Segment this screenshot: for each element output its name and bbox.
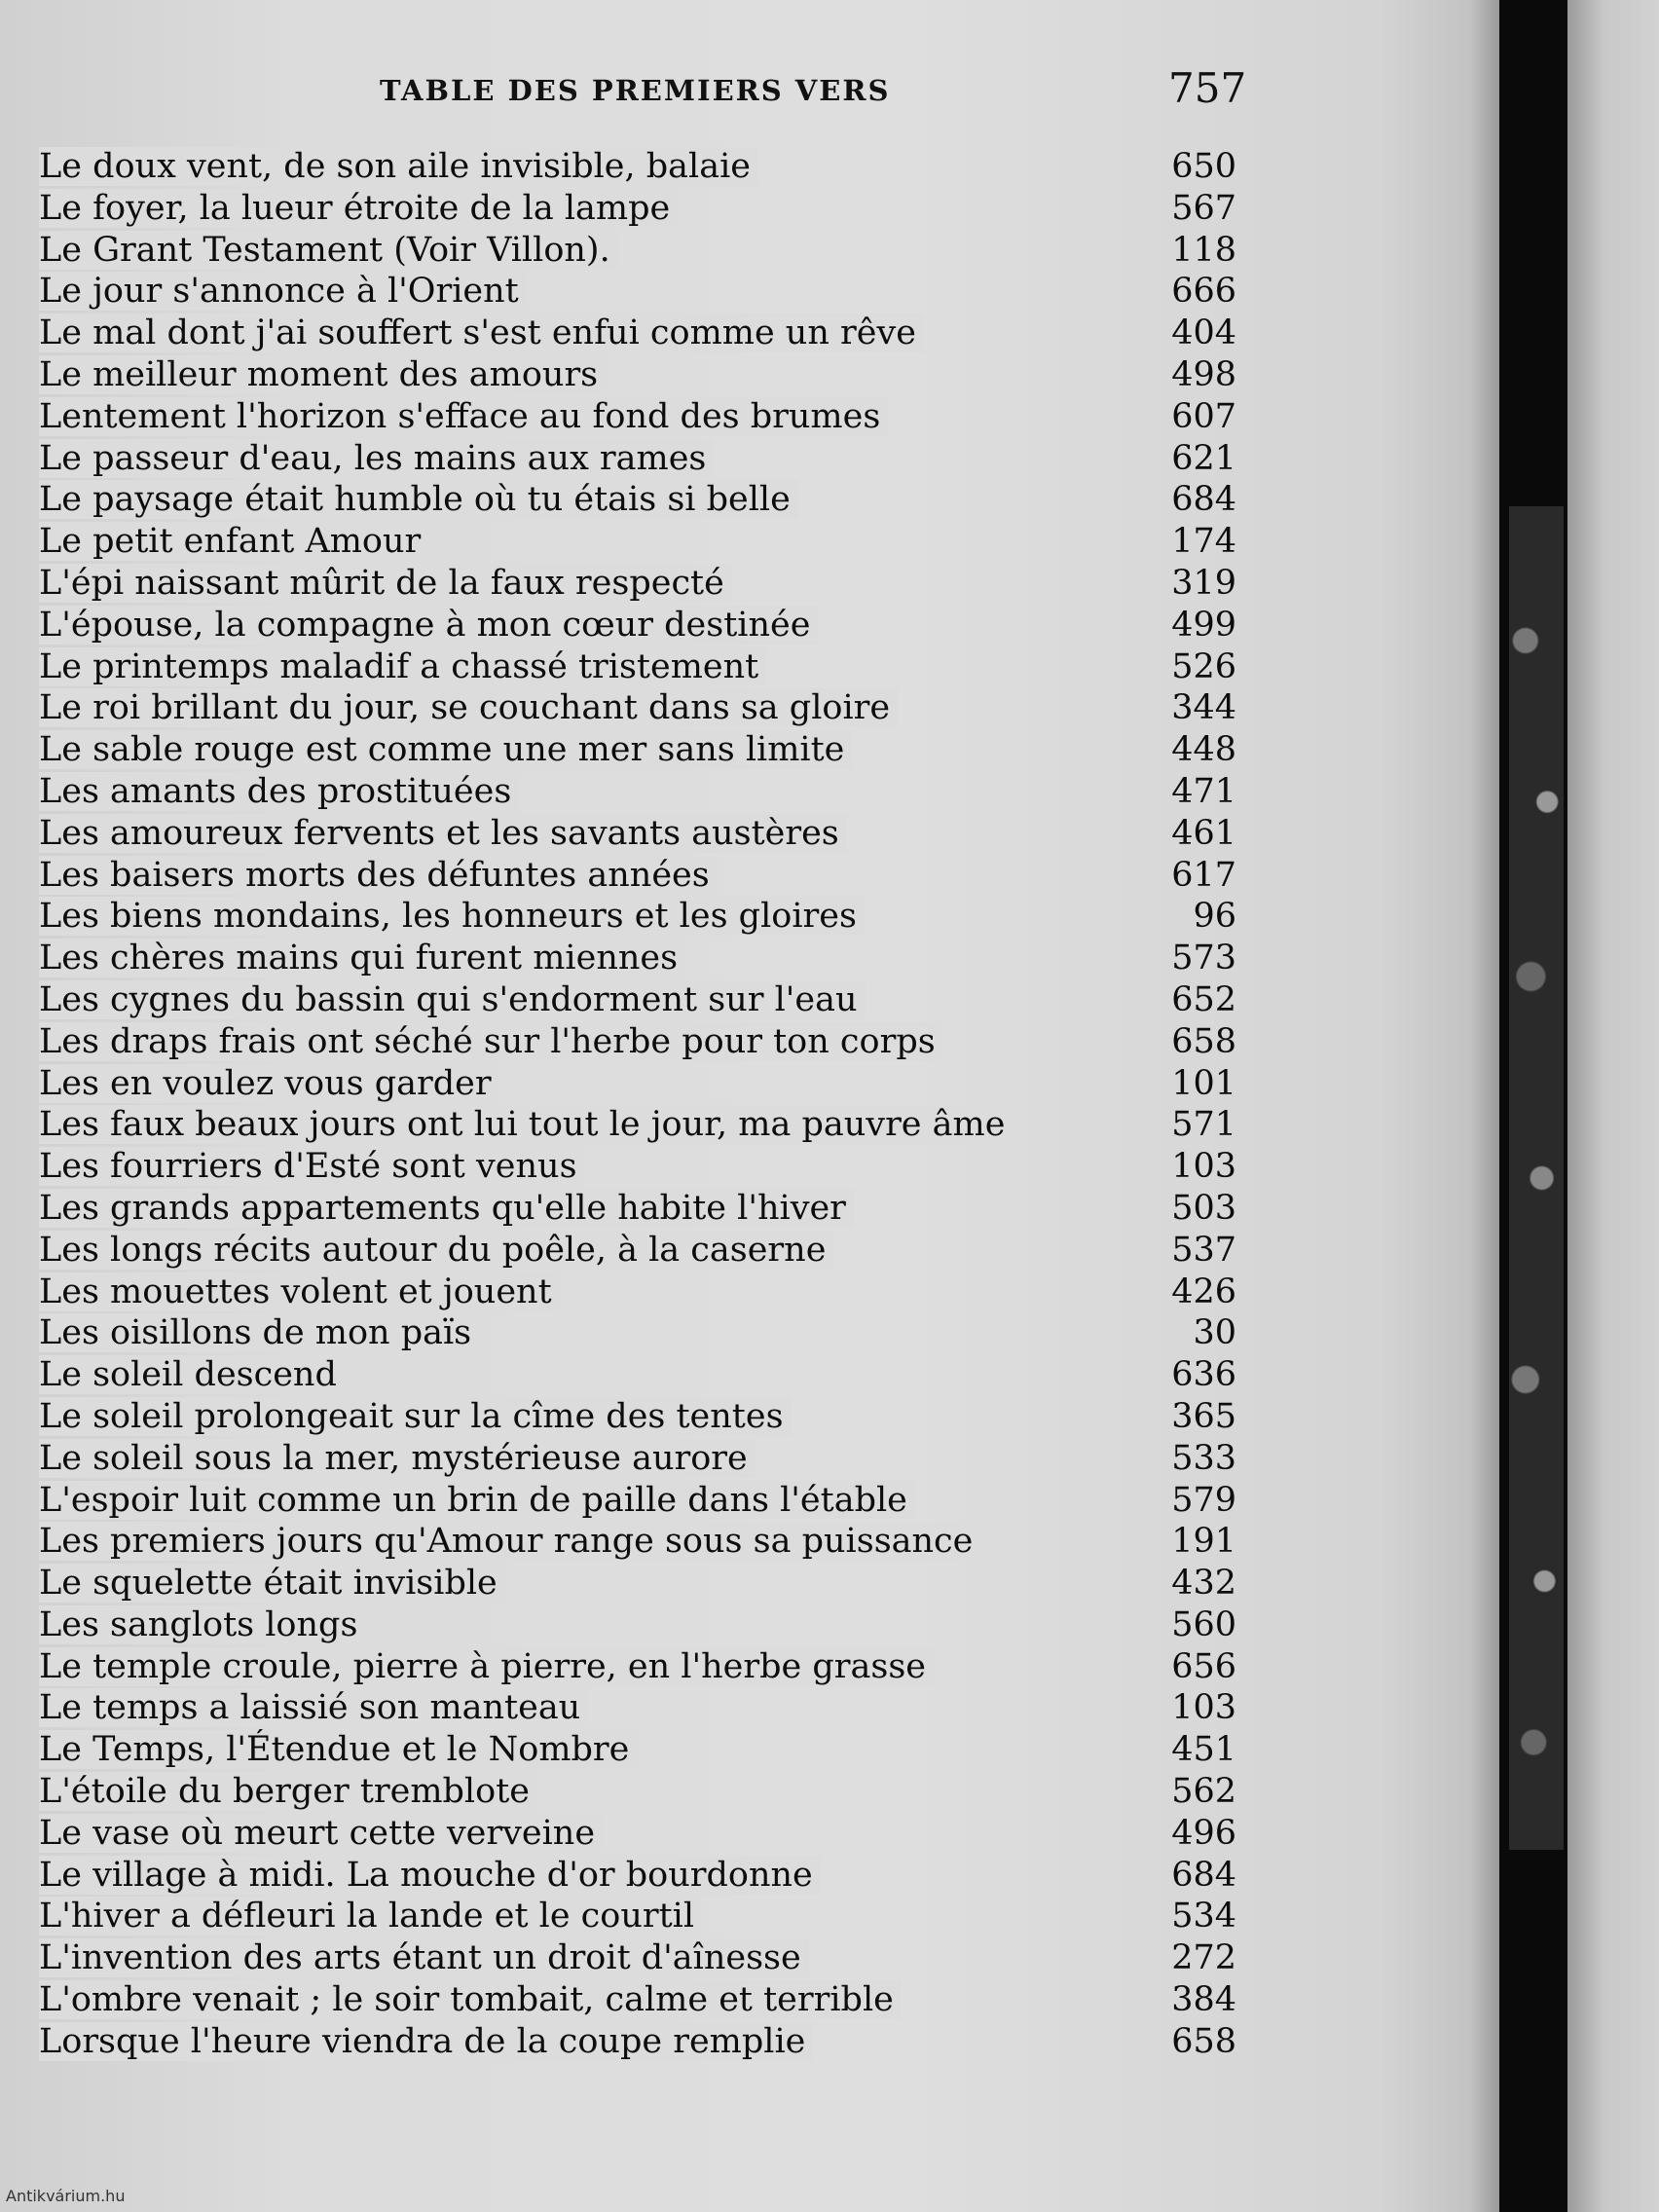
entry-first-line: L'ombre venait ; le soir tombait, calme et terrible bbox=[39, 1980, 902, 2019]
index-entry bbox=[39, 1563, 1236, 1604]
entry-page-number: 537 bbox=[1171, 1230, 1236, 1270]
entry-page-number: 621 bbox=[1171, 438, 1236, 478]
entry-first-line: Le meilleur moment des amours bbox=[39, 355, 606, 394]
entry-first-line: Le printemps maladif a chassé tristement bbox=[39, 647, 766, 686]
entry-page-number: 560 bbox=[1171, 1604, 1236, 1644]
entry-page-number: 461 bbox=[1171, 813, 1236, 853]
entry-page-number: 573 bbox=[1171, 939, 1236, 978]
entry-first-line: Le temple croule, pierre à pierre, en l'herbe grasse bbox=[39, 1647, 934, 1686]
index-entry bbox=[39, 2021, 1236, 2063]
entry-first-line: Les faux beaux jours ont lui tout le jour, ma pauvre âme bbox=[39, 1105, 1013, 1144]
entry-first-line: Les amoureux fervents et les savants austères bbox=[39, 814, 847, 853]
index-entry bbox=[39, 396, 1236, 438]
index-entry bbox=[39, 687, 1236, 729]
entry-page-number: 191 bbox=[1171, 1522, 1236, 1562]
entry-first-line: Le squelette était invisible bbox=[39, 1564, 505, 1603]
entry-first-line: Le village à midi. La mouche d'or bourdonne bbox=[39, 1856, 821, 1895]
entry-first-line: Le soleil sous la mer, mystérieuse aurore bbox=[39, 1439, 756, 1478]
entry-page-number: 96 bbox=[1193, 897, 1236, 937]
index-entry bbox=[39, 230, 1236, 272]
entry-page-number: 426 bbox=[1171, 1272, 1236, 1311]
entry-page-number: 562 bbox=[1171, 1772, 1236, 1812]
index-entry bbox=[39, 1521, 1236, 1563]
index-entry bbox=[39, 1855, 1236, 1897]
index-entry bbox=[39, 271, 1236, 313]
entry-first-line: Le sable rouge est comme une mer sans limite bbox=[39, 730, 852, 769]
entry-first-line: Les en voulez vous garder bbox=[39, 1064, 499, 1103]
index-entry bbox=[39, 146, 1236, 188]
index-entry bbox=[39, 1979, 1236, 2021]
entry-page-number: 103 bbox=[1171, 1688, 1236, 1728]
entry-first-line: Le Grant Testament (Voir Villon). bbox=[39, 231, 618, 270]
index-entry bbox=[39, 771, 1236, 813]
index-entry bbox=[39, 1063, 1236, 1105]
running-title: TABLE DES PREMIERS VERS bbox=[380, 74, 891, 107]
entry-page-number: 534 bbox=[1171, 1897, 1236, 1936]
entry-first-line: Le roi brillant du jour, se couchant dans sa gloire bbox=[39, 688, 898, 727]
entry-page-number: 174 bbox=[1171, 522, 1236, 562]
entry-page-number: 344 bbox=[1171, 688, 1236, 728]
entry-page-number: 656 bbox=[1171, 1646, 1236, 1686]
index-entry bbox=[39, 1230, 1236, 1272]
entry-first-line: Les amants des prostituées bbox=[39, 772, 519, 811]
entry-first-line: Les oisillons de mon païs bbox=[39, 1313, 479, 1352]
index-entry bbox=[39, 1480, 1236, 1522]
entry-page-number: 636 bbox=[1171, 1355, 1236, 1395]
index-entry bbox=[39, 1396, 1236, 1438]
entry-page-number: 503 bbox=[1171, 1188, 1236, 1228]
entry-page-number: 652 bbox=[1171, 979, 1236, 1019]
entry-first-line: Le mal dont j'ai souffert s'est enfui comme un rêve bbox=[39, 313, 924, 352]
index-entry bbox=[39, 313, 1236, 354]
entry-first-line: Le soleil prolongeait sur la cîme des tentes bbox=[39, 1397, 792, 1436]
index-entry bbox=[39, 605, 1236, 646]
entry-page-number: 579 bbox=[1171, 1480, 1236, 1520]
entry-first-line: Les biens mondains, les honneurs et les gloires bbox=[39, 897, 865, 936]
entry-first-line: Le temps a laissié son manteau bbox=[39, 1688, 588, 1727]
index-entry bbox=[39, 1438, 1236, 1480]
index-entry bbox=[39, 438, 1236, 480]
entry-first-line: Les chères mains qui furent miennes bbox=[39, 939, 685, 977]
entry-first-line: L'épi naissant mûrit de la faux respecté bbox=[39, 564, 732, 603]
entry-first-line: Le petit enfant Amour bbox=[39, 522, 428, 561]
entry-first-line: Le passeur d'eau, les mains aux rames bbox=[39, 439, 714, 478]
facing-page-edge bbox=[1567, 0, 1659, 2212]
entry-page-number: 118 bbox=[1171, 230, 1236, 270]
entry-first-line: Les mouettes volent et jouent bbox=[39, 1272, 560, 1311]
entry-page-number: 571 bbox=[1171, 1105, 1236, 1145]
index-entry bbox=[39, 354, 1236, 396]
index-entry bbox=[39, 938, 1236, 979]
entry-first-line: Les premiers jours qu'Amour range sous sa puissance bbox=[39, 1522, 980, 1561]
entry-page-number: 658 bbox=[1171, 2021, 1236, 2061]
entry-page-number: 103 bbox=[1171, 1147, 1236, 1187]
entry-page-number: 526 bbox=[1171, 646, 1236, 686]
entry-first-line: Le Temps, l'Étendue et le Nombre bbox=[39, 1730, 637, 1769]
entry-first-line: Le paysage était humble où tu étais si belle bbox=[39, 480, 798, 519]
entry-page-number: 650 bbox=[1171, 147, 1236, 186]
watermark: Antikvárium.hu bbox=[6, 2187, 126, 2205]
entry-first-line: L'étoile du berger tremblote bbox=[39, 1772, 537, 1811]
entry-first-line: Les cygnes du bassin qui s'endorment sur l'eau bbox=[39, 980, 866, 1019]
entry-page-number: 272 bbox=[1171, 1938, 1236, 1978]
index-entry bbox=[39, 896, 1236, 938]
entry-first-line: Les fourriers d'Esté sont venus bbox=[39, 1147, 585, 1186]
entry-page-number: 684 bbox=[1171, 1855, 1236, 1895]
entry-first-line: Le foyer, la lueur étroite de la lampe bbox=[39, 189, 678, 228]
index-entry bbox=[39, 1646, 1236, 1688]
entry-first-line: Le jour s'annonce à l'Orient bbox=[39, 272, 527, 311]
entry-page-number: 471 bbox=[1171, 771, 1236, 811]
entry-first-line: Les sanglots longs bbox=[39, 1605, 365, 1644]
entry-page-number: 384 bbox=[1171, 1980, 1236, 2020]
entry-first-line: Les draps frais ont séché sur l'herbe pour ton corps bbox=[39, 1022, 943, 1061]
entry-page-number: 432 bbox=[1171, 1564, 1236, 1604]
index-entry bbox=[39, 1021, 1236, 1063]
entry-page-number: 658 bbox=[1171, 1021, 1236, 1061]
entry-page-number: 496 bbox=[1171, 1813, 1236, 1853]
index-entry bbox=[39, 479, 1236, 521]
entry-page-number: 448 bbox=[1171, 730, 1236, 770]
index-entry bbox=[39, 521, 1236, 563]
page-header bbox=[0, 64, 1499, 119]
index-entry bbox=[39, 1604, 1236, 1646]
entry-page-number: 567 bbox=[1171, 188, 1236, 228]
entry-page-number: 499 bbox=[1171, 605, 1236, 645]
index-entry bbox=[39, 729, 1236, 771]
page-number: 757 bbox=[1168, 64, 1247, 112]
marbled-endpaper bbox=[1509, 506, 1564, 1850]
index-entry bbox=[39, 1771, 1236, 1813]
entry-first-line: L'épouse, la compagne à mon cœur destinée bbox=[39, 606, 818, 645]
index-entry bbox=[39, 1896, 1236, 1937]
entry-page-number: 404 bbox=[1171, 313, 1236, 353]
entry-first-line: Les baisers morts des défuntes années bbox=[39, 856, 718, 895]
entry-page-number: 319 bbox=[1171, 563, 1236, 603]
index-entry bbox=[39, 1813, 1236, 1855]
entry-first-line: Le doux vent, de son aile invisible, balaie bbox=[39, 147, 758, 186]
index-entry bbox=[39, 1188, 1236, 1230]
entry-page-number: 617 bbox=[1171, 855, 1236, 895]
entry-page-number: 498 bbox=[1171, 354, 1236, 394]
entry-page-number: 30 bbox=[1193, 1313, 1236, 1353]
index-entry bbox=[39, 855, 1236, 897]
entry-page-number: 365 bbox=[1171, 1396, 1236, 1436]
entry-first-line: Lorsque l'heure viendra de la coupe remplie bbox=[39, 2022, 813, 2061]
entry-first-line: L'hiver a défleuri la lande et le courtil bbox=[39, 1897, 702, 1936]
index-entry bbox=[39, 188, 1236, 230]
index-entry bbox=[39, 1354, 1236, 1396]
index-entry bbox=[39, 1312, 1236, 1354]
index-entry bbox=[39, 1937, 1236, 1979]
entry-first-line: Les grands appartements qu'elle habite l'hiver bbox=[39, 1189, 854, 1228]
entry-page-number: 451 bbox=[1171, 1730, 1236, 1770]
index-entry bbox=[39, 813, 1236, 855]
entry-first-line: L'espoir luit comme un brin de paille dans l'étable bbox=[39, 1481, 915, 1520]
entry-page-number: 684 bbox=[1171, 480, 1236, 520]
index-entry bbox=[39, 1272, 1236, 1313]
entry-first-line: Le soleil descend bbox=[39, 1355, 345, 1394]
first-lines-index bbox=[39, 146, 1236, 2063]
entry-first-line: Les longs récits autour du poêle, à la caserne bbox=[39, 1231, 833, 1270]
entry-page-number: 607 bbox=[1171, 396, 1236, 436]
index-entry bbox=[39, 1104, 1236, 1146]
entry-page-number: 533 bbox=[1171, 1438, 1236, 1478]
index-entry bbox=[39, 646, 1236, 688]
entry-page-number: 666 bbox=[1171, 272, 1236, 312]
index-entry bbox=[39, 1146, 1236, 1188]
index-entry bbox=[39, 563, 1236, 605]
index-entry bbox=[39, 1729, 1236, 1771]
entry-first-line: Le vase où meurt cette verveine bbox=[39, 1814, 603, 1853]
index-entry bbox=[39, 1687, 1236, 1729]
entry-page-number: 101 bbox=[1171, 1063, 1236, 1103]
entry-first-line: Lentement l'horizon s'efface au fond des brumes bbox=[39, 397, 888, 436]
entry-first-line: L'invention des arts étant un droit d'aînesse bbox=[39, 1938, 809, 1977]
index-entry bbox=[39, 979, 1236, 1021]
